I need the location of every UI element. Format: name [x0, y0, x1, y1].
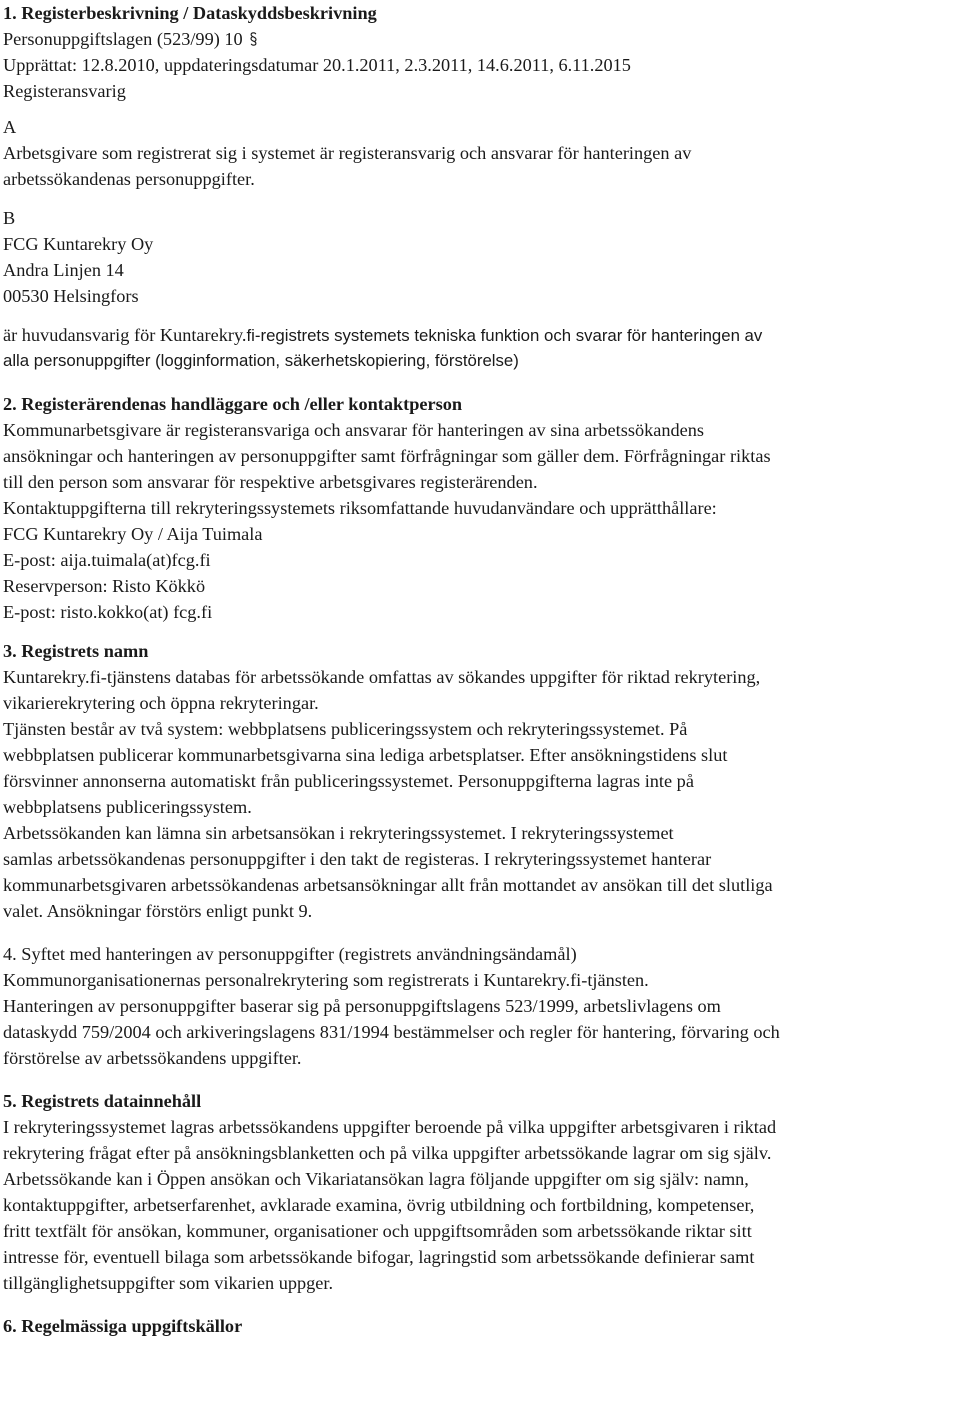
section-5-heading: 5. Registrets datainnehåll — [3, 1091, 202, 1111]
controller-heading: Registeransvarig — [3, 81, 126, 101]
section-3-heading: 3. Registrets namn — [3, 641, 149, 661]
responsibility-line-2: alla personuppgifter (logginformation, säkerhetskopiering, förstörelse) — [3, 351, 519, 370]
section-5-line: I rekryteringssystemet lagras arbetssökandens uppgifter beroende på vilka uppgifter arbetsgivaren i riktad — [3, 1117, 777, 1137]
section-a-line-2: arbetssökandenas personuppgifter. — [3, 169, 255, 189]
section-5-line: kontaktuppgifter, arbetserfarenhet, avklarade examina, övrig utbildning och fortbildning, kompetenser, — [3, 1195, 755, 1215]
section-3-line: försvinner annonserna automatiskt från publiceringssystemet. Personuppgifterna lagras inte på — [3, 771, 694, 791]
section-2-line: Kontaktuppgifterna till rekryteringssystemets riksomfattande huvudanvändare och upprätthållare: — [3, 498, 717, 518]
section-4-heading: 4. Syftet med hanteringen av personuppgifter (registrets användningsändamål) — [3, 944, 577, 964]
contact-email: E-post: aija.tuimala(at)fcg.fi — [3, 550, 211, 570]
section-3-line: Arbetssökanden kan lämna sin arbetsansökan i rekryteringssystemet. I rekryteringssystemet — [3, 823, 674, 843]
section-a-letter: A — [3, 117, 17, 137]
section-5-line: Arbetssökande kan i Öppen ansökan och Vikariatansökan lagra följande uppgifter om sig själv: namn, — [3, 1169, 749, 1189]
section-4-line: Kommunorganisationernas personalrekrytering som registrerats i Kuntarekry.fi-tjänsten. — [3, 970, 649, 990]
reserve-person: Reservperson: Risto Kökkö — [3, 576, 206, 596]
contact-company: FCG Kuntarekry Oy / Aija Tuimala — [3, 524, 263, 544]
company-street: Andra Linjen 14 — [3, 260, 124, 280]
section-4-line: dataskydd 759/2004 och arkiveringslagens 831/1994 bestämmelser och regler för hantering, förvaring och — [3, 1022, 780, 1042]
section-sign-icon — [249, 32, 258, 46]
company-city: 00530 Helsingfors — [3, 286, 139, 306]
section-5-line: intresse för, eventuell bilaga som arbetssökande bifogar, lagringstid som arbetssökande definierar samt — [3, 1247, 755, 1267]
law-text: Personuppgiftslagen (523/99) 10 — [3, 29, 243, 49]
section-3-line: webbplatsen publicerar kommunarbetsgivarna sina lediga arbetsplatser. Efter ansökningstidens slut — [3, 745, 728, 765]
section-3-line: kommunarbetsgivaren arbetssökandenas arbetsansökningar allt från mottandet av ansökan till det slutliga — [3, 875, 773, 895]
responsibility-sans: fi-registrets systemets tekniska funktion och svarar för hanteringen av — [246, 326, 763, 345]
section-3-line: valet. Ansökningar förstörs enligt punkt 9. — [3, 901, 313, 921]
section-3-line: Kuntarekry.fi-tjänstens databas för arbetssökande omfattas av sökandes uppgifter för riktad rekrytering, — [3, 667, 761, 687]
section-3-line: vikarierekrytering och öppna rekryteringar. — [3, 693, 319, 713]
section-6-heading: 6. Regelmässiga uppgiftskällor — [3, 1316, 243, 1336]
responsibility-serif: är huvudansvarig för Kuntarekry. — [3, 325, 247, 345]
section-5-line: fritt textfält för ansökan, kommuner, organisationer och uppgiftsområden som arbetssökande riktar sitt — [3, 1221, 752, 1241]
document-page — [3, 0, 958, 1339]
responsibility-line-1 — [3, 322, 958, 348]
law-reference — [3, 26, 958, 52]
reserve-email: E-post: risto.kokko(at) fcg.fi — [3, 602, 213, 622]
section-2-line: till den person som ansvarar för respektive arbetsgivares registerärenden. — [3, 472, 538, 492]
document-dates: Upprättat: 12.8.2010, uppdateringsdatumar 20.1.2011, 2.3.2011, 14.6.2011, 6.11.2015 — [3, 55, 631, 75]
section-4-line: förstörelse av arbetssökandens uppgifter. — [3, 1048, 302, 1068]
section-b-letter: B — [3, 208, 16, 228]
section-3-line: samlas arbetssökandenas personuppgifter i den takt de registeras. I rekryteringssystemet hanterar — [3, 849, 712, 869]
section-a-line-1: Arbetsgivare som registrerat sig i systemet är registeransvarig och ansvarar för hanteringen av — [3, 143, 692, 163]
section-4-line: Hanteringen av personuppgifter baserar sig på personuppgiftslagens 523/1999, arbetslivlagens om — [3, 996, 721, 1016]
section-5-line: tillgänglighetsuppgifter som vikarien uppger. — [3, 1273, 334, 1293]
company-name: FCG Kuntarekry Oy — [3, 234, 154, 254]
section-2-heading: 2. Registerärendenas handläggare och /eller kontaktperson — [3, 394, 463, 414]
section-2-line: ansökningar och hanteringen av personuppgifter samt förfrågningar som gäller dem. Förfrågningar riktas — [3, 446, 771, 466]
section-2-line: Kommunarbetsgivare är registeransvariga och ansvarar för hanteringen av sina arbetssökandens — [3, 420, 705, 440]
section-3-line: Tjänsten består av två system: webbplatsens publiceringssystem och rekryteringssystemet. På — [3, 719, 688, 739]
document-title: 1. Registerbeskrivning / Dataskyddsbeskrivning — [3, 3, 377, 23]
section-5-line: rekrytering frågat efter på ansökningsblanketten och på vilka uppgifter arbetssökande lagrar om sig själv. — [3, 1143, 772, 1163]
section-3-line: webbplatsens publiceringssystem. — [3, 797, 252, 817]
